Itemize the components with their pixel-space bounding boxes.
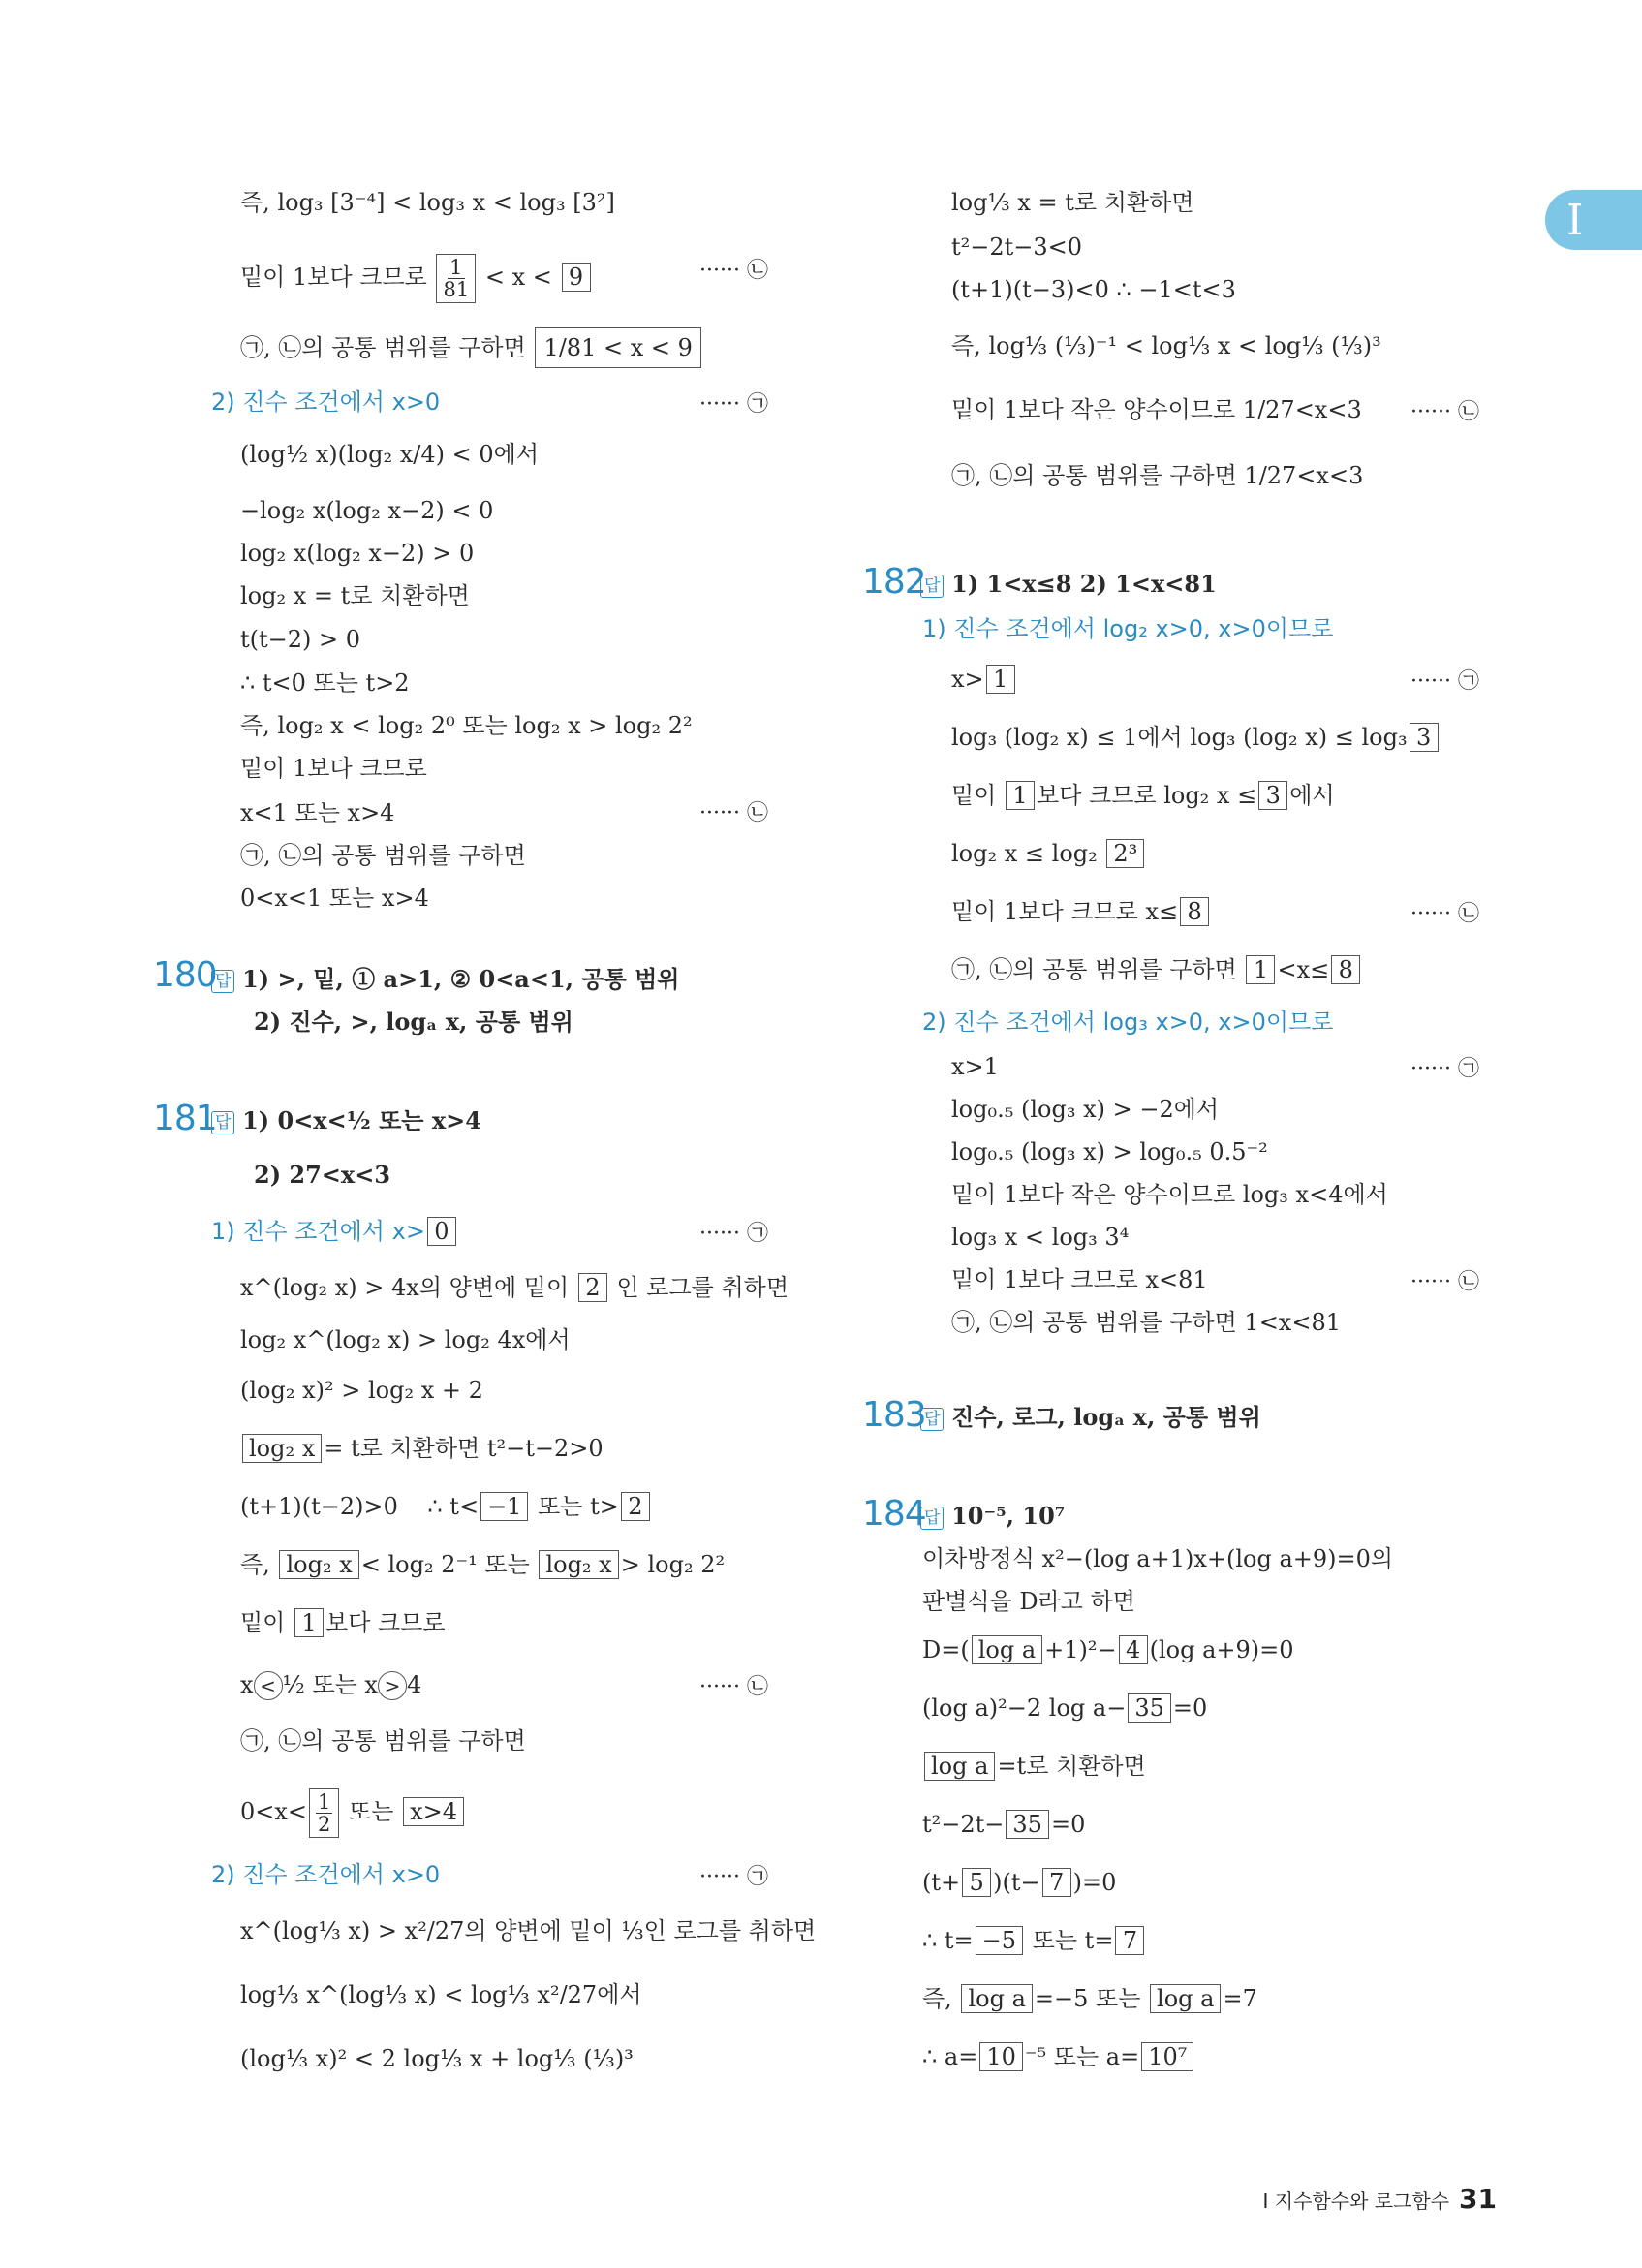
answer-line: 답 10⁻⁵, 10⁷: [920, 1500, 1065, 1533]
text-line: 1) 진수 조건에서 log₂ x>0, x>0이므로: [922, 615, 1334, 642]
text-line: 즉, log⅓ (⅓)⁻¹ < log⅓ x < log⅓ (⅓)³: [951, 332, 1381, 359]
text-line: (log a)²−2 log a− 35 =0: [922, 1694, 1208, 1722]
problem-number: 182: [862, 562, 926, 602]
mark: ······ ㉠: [1410, 669, 1479, 694]
text-line: x> 1: [951, 663, 1017, 696]
text-line: log₂ x ≤ log₂ 2³: [951, 837, 1146, 870]
text-line: 즉, log a =−5 또는 log a =7: [922, 1985, 1257, 2012]
text-line: ∴ t= −5 또는 t= 7: [922, 1924, 1146, 1957]
problem-number: 180: [153, 955, 217, 995]
mark: ······ ㉡: [699, 1675, 768, 1699]
mark: ······ ㉠: [699, 392, 768, 417]
answer-line: 답 1) 1<x≤8 2) 1<x<81: [920, 568, 1217, 601]
text-line: t²−2t− 35 =0: [922, 1811, 1086, 1838]
answer-line: 답 진수, 로그, logₐ x, 공통 범위: [920, 1401, 1261, 1434]
problem-number: 184: [862, 1494, 926, 1534]
text-line: 0<x< $\frac{1}{2}$ 또는 x>4: [240, 1788, 466, 1838]
text-line: 밑이 1보다 크므로: [240, 755, 427, 782]
text-line: x < ½ 또는 x > 4: [240, 1671, 422, 1698]
text-line: 밑이 1보다 작은 양수이므로 log₃ x<4에서: [951, 1181, 1388, 1208]
text-line: ㉠, ㉡의 공통 범위를 구하면: [240, 842, 526, 869]
mark: ······ ㉠: [699, 1865, 768, 1889]
text-line: −log₂ x(log₂ x−2) < 0: [240, 497, 494, 524]
text-line: 판별식을 D라고 하면: [922, 1588, 1135, 1615]
text-line: 밑이 1 보다 크므로: [240, 1609, 446, 1636]
chapter-tab: I: [1545, 190, 1642, 250]
text-line: ㉠, ㉡의 공통 범위를 구하면 1/27<x<3: [951, 462, 1364, 489]
text-line: (t+1)(t−3)<0 ∴ −1<t<3: [951, 276, 1236, 303]
page-number: 31: [1459, 2183, 1497, 2215]
text-line: 2) 진수 조건에서 x>0: [211, 1861, 441, 1888]
text-line: x>1: [951, 1053, 999, 1080]
chapter-title: I 지수함수와 로그함수: [1262, 2190, 1450, 2213]
text-line: ∴ t<0 또는 t>2: [240, 669, 410, 697]
text-line: (t+ 5 )(t− 7 )=0: [922, 1869, 1117, 1896]
text-line: (t+1)(t−2)>0 ∴ t< −1 또는 t> 2: [240, 1490, 652, 1523]
text-line: ㉠, ㉡의 공통 범위를 구하면: [240, 1727, 526, 1755]
text-line: log a =t로 치환하면: [922, 1750, 1146, 1783]
mark: ······ ㉠: [699, 1222, 768, 1246]
problem-number: 183: [862, 1395, 926, 1435]
text-line: 즉, log₂ x < log₂ 2⁻¹ 또는 log₂ x > log₂ 2²: [240, 1551, 726, 1578]
text-line: 0<x<1 또는 x>4: [240, 885, 429, 912]
text-line: 2) 진수 조건에서 log₃ x>0, x>0이므로: [922, 1009, 1334, 1036]
text-line: 밑이 1보다 크므로 x≤ 8: [951, 895, 1211, 928]
mark: ······ ㉠: [1410, 1057, 1479, 1081]
mark: ······ ㉡: [699, 259, 768, 283]
text-line: log₀.₅ (log₃ x) > log₀.₅ 0.5⁻²: [951, 1138, 1268, 1165]
text-line: ㉠, ㉡의 공통 범위를 구하면 1 <x≤ 8: [951, 953, 1362, 986]
text-line: log₂ x = t로 치환하면: [240, 582, 470, 609]
text-line: 밑이 1보다 크므로 $\frac{1}{81}$ < x < 9: [240, 254, 593, 303]
text-line: 1) 진수 조건에서 x> 0: [211, 1215, 458, 1248]
text-line: (log₂ x)² > log₂ x + 2: [240, 1377, 483, 1404]
answer-line: 2) 27<x<3: [254, 1161, 391, 1189]
text-line: t²−2t−3<0: [951, 233, 1083, 261]
text-line: ㉠, ㉡의 공통 범위를 구하면 1/81 < x < 9: [240, 327, 703, 368]
text-line: log₃ x < log₃ 3⁴: [951, 1224, 1130, 1251]
problem-number: 181: [153, 1099, 217, 1138]
text-line: x^(log₂ x) > 4x의 양변에 밑이 2 인 로그를 취하면: [240, 1274, 790, 1301]
text-line: 즉, log₂ x < log₂ 2⁰ 또는 log₂ x > log₂ 2²: [240, 712, 693, 739]
text-line: 밑이 1보다 작은 양수이므로 1/27<x<3: [951, 396, 1362, 423]
mark: ······ ㉡: [699, 801, 768, 825]
text-line: log₂ x = t로 치환하면 t²−t−2>0: [240, 1432, 604, 1465]
mark: ······ ㉡: [1410, 400, 1479, 424]
text-line: log₀.₅ (log₃ x) > −2에서: [951, 1096, 1220, 1123]
text-line: x<1 또는 x>4: [240, 799, 395, 826]
mark: ······ ㉡: [1410, 902, 1479, 926]
text-line: ㉠, ㉡의 공통 범위를 구하면 1<x<81: [951, 1309, 1341, 1336]
text-line: 즉, log₃ [3⁻⁴] < log₃ x < log₃ [3²]: [240, 189, 615, 216]
text-line: x^(log⅓ x) > x²/27의 양변에 밑이 ⅓인 로그를 취하면: [240, 1917, 817, 1944]
text-line: t(t−2) > 0: [240, 626, 361, 653]
text-line: log₂ x(log₂ x−2) > 0: [240, 540, 475, 567]
page-footer: [1263, 2183, 1497, 2215]
text-line: log₃ (log₂ x) ≤ 1에서 log₃ (log₂ x) ≤ log₃ 3: [951, 721, 1441, 754]
text-line: 2) 진수 조건에서 x>0: [211, 388, 441, 416]
answer-line: 2) 진수, >, logₐ x, 공통 범위: [254, 1008, 573, 1036]
text-line: 밑이 1보다 크므로 x<81: [951, 1266, 1208, 1293]
answer-line: 답 1) >, 밑, ① a>1, ② 0<a<1, 공통 범위: [211, 963, 679, 996]
text-line: 밑이 1 보다 크므로 log₂ x ≤ 3 에서: [951, 782, 1335, 809]
text-line: log₂ x^(log₂ x) > log₂ 4x에서: [240, 1326, 571, 1353]
text-line: log⅓ x^(log⅓ x) < log⅓ x²/27에서: [240, 1981, 642, 2008]
mark: ······ ㉡: [1410, 1270, 1479, 1294]
text-line: (log⅓ x)² < 2 log⅓ x + log⅓ (⅓)³: [240, 2045, 634, 2072]
text-line: (log½ x)(log₂ x/4) < 0에서: [240, 441, 540, 468]
text-line: log⅓ x = t로 치환하면: [951, 189, 1194, 216]
text-line: D=( log a +1)²− 4 (log a+9)=0: [922, 1636, 1294, 1663]
answer-line: 답 1) 0<x<½ 또는 x>4: [211, 1104, 481, 1137]
text-line: 이차방정식 x²−(log a+1)x+(log a+9)=0의: [922, 1545, 1394, 1572]
text-line: ∴ a= 10 ⁻⁵ 또는 a= 10⁷: [922, 2040, 1195, 2073]
